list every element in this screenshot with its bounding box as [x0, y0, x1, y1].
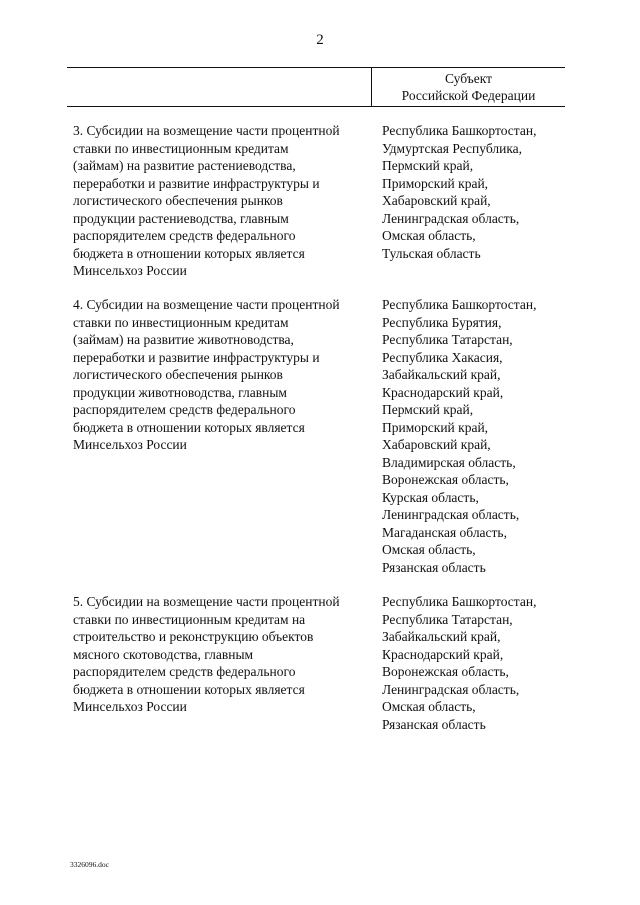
- document-filename: 3326096.doc: [70, 860, 109, 869]
- table-header: [67, 67, 565, 107]
- region-item: Удмуртская Республика,: [382, 140, 523, 156]
- region-item: Рязанская область: [382, 559, 486, 575]
- region-item: Курская область,: [382, 489, 479, 505]
- row-regions: [382, 296, 572, 576]
- region-item: Республика Хакасия,: [382, 349, 503, 365]
- region-item: Приморский край,: [382, 419, 489, 435]
- region-item: Краснодарский край,: [382, 384, 504, 400]
- region-item: Ленинградская область,: [382, 681, 520, 697]
- region-item: Владимирская область,: [382, 454, 516, 470]
- row-description: 5. Субсидии на возмещение части процентной ставки по инвестиционным кредитам на строительство и реконструкцию объектов мясного скотоводства, главным распорядителем средств федерального бюджета в отношении которых является Минсельхоз России: [73, 594, 340, 714]
- row-description: 3. Субсидии на возмещение части процентной ставки по инвестиционным кредитам (займам) на развитие растениеводства, переработки и развитие инфраструктуры и логистического обеспечения рынков продукции растениеводства, главным распорядителем средств федерального бюджета в отношении которых является Минсельхоз России: [73, 123, 340, 278]
- region-item: Республика Бурятия,: [382, 314, 502, 330]
- page-number: 2: [316, 32, 324, 48]
- region-item: Хабаровский край,: [382, 437, 491, 452]
- region-item: Ленинградская область,: [382, 507, 520, 522]
- row-regions: [382, 122, 572, 262]
- region-item: Республика Башкортостан,: [382, 594, 537, 609]
- header-subject-column: [372, 70, 565, 104]
- region-item: Пермский край,: [382, 158, 474, 173]
- region-item: Ленинградская область,: [382, 210, 520, 226]
- header-subject-line-1: Субъект: [444, 71, 493, 86]
- region-item: Омская область,: [382, 699, 476, 714]
- row-description: 4. Субсидии на возмещение части процентной ставки по инвестиционным кредитам (займам) на развитие животноводства, переработки и развитие инфраструктуры и логистического обеспечения рынков продукции животноводства, главным распорядителем средств федерального бюджета в отношении которых является Минсельхоз России: [73, 297, 340, 452]
- region-item: Приморский край,: [382, 175, 489, 191]
- region-item: Республика Татарстан,: [382, 332, 513, 347]
- region-item: Омская область,: [382, 542, 476, 557]
- region-item: Краснодарский край,: [382, 646, 504, 662]
- region-item: Республика Башкортостан,: [382, 297, 537, 312]
- region-item: Воронежская область,: [382, 664, 509, 679]
- region-item: Омская область,: [382, 228, 476, 243]
- region-item: Забайкальский край,: [382, 367, 501, 382]
- region-item: Магаданская область,: [382, 524, 507, 540]
- region-item: Хабаровский край,: [382, 193, 491, 208]
- region-item: Республика Башкортостан,: [382, 123, 537, 138]
- row-regions: [382, 593, 572, 733]
- header-subject-line-2: Российской Федерации: [401, 88, 536, 103]
- region-item: Воронежская область,: [382, 472, 509, 487]
- region-item: Рязанская область: [382, 716, 486, 732]
- region-item: Тульская область: [382, 245, 481, 261]
- region-item: Забайкальский край,: [382, 629, 501, 644]
- region-item: Республика Татарстан,: [382, 611, 513, 627]
- region-item: Пермский край,: [382, 402, 474, 417]
